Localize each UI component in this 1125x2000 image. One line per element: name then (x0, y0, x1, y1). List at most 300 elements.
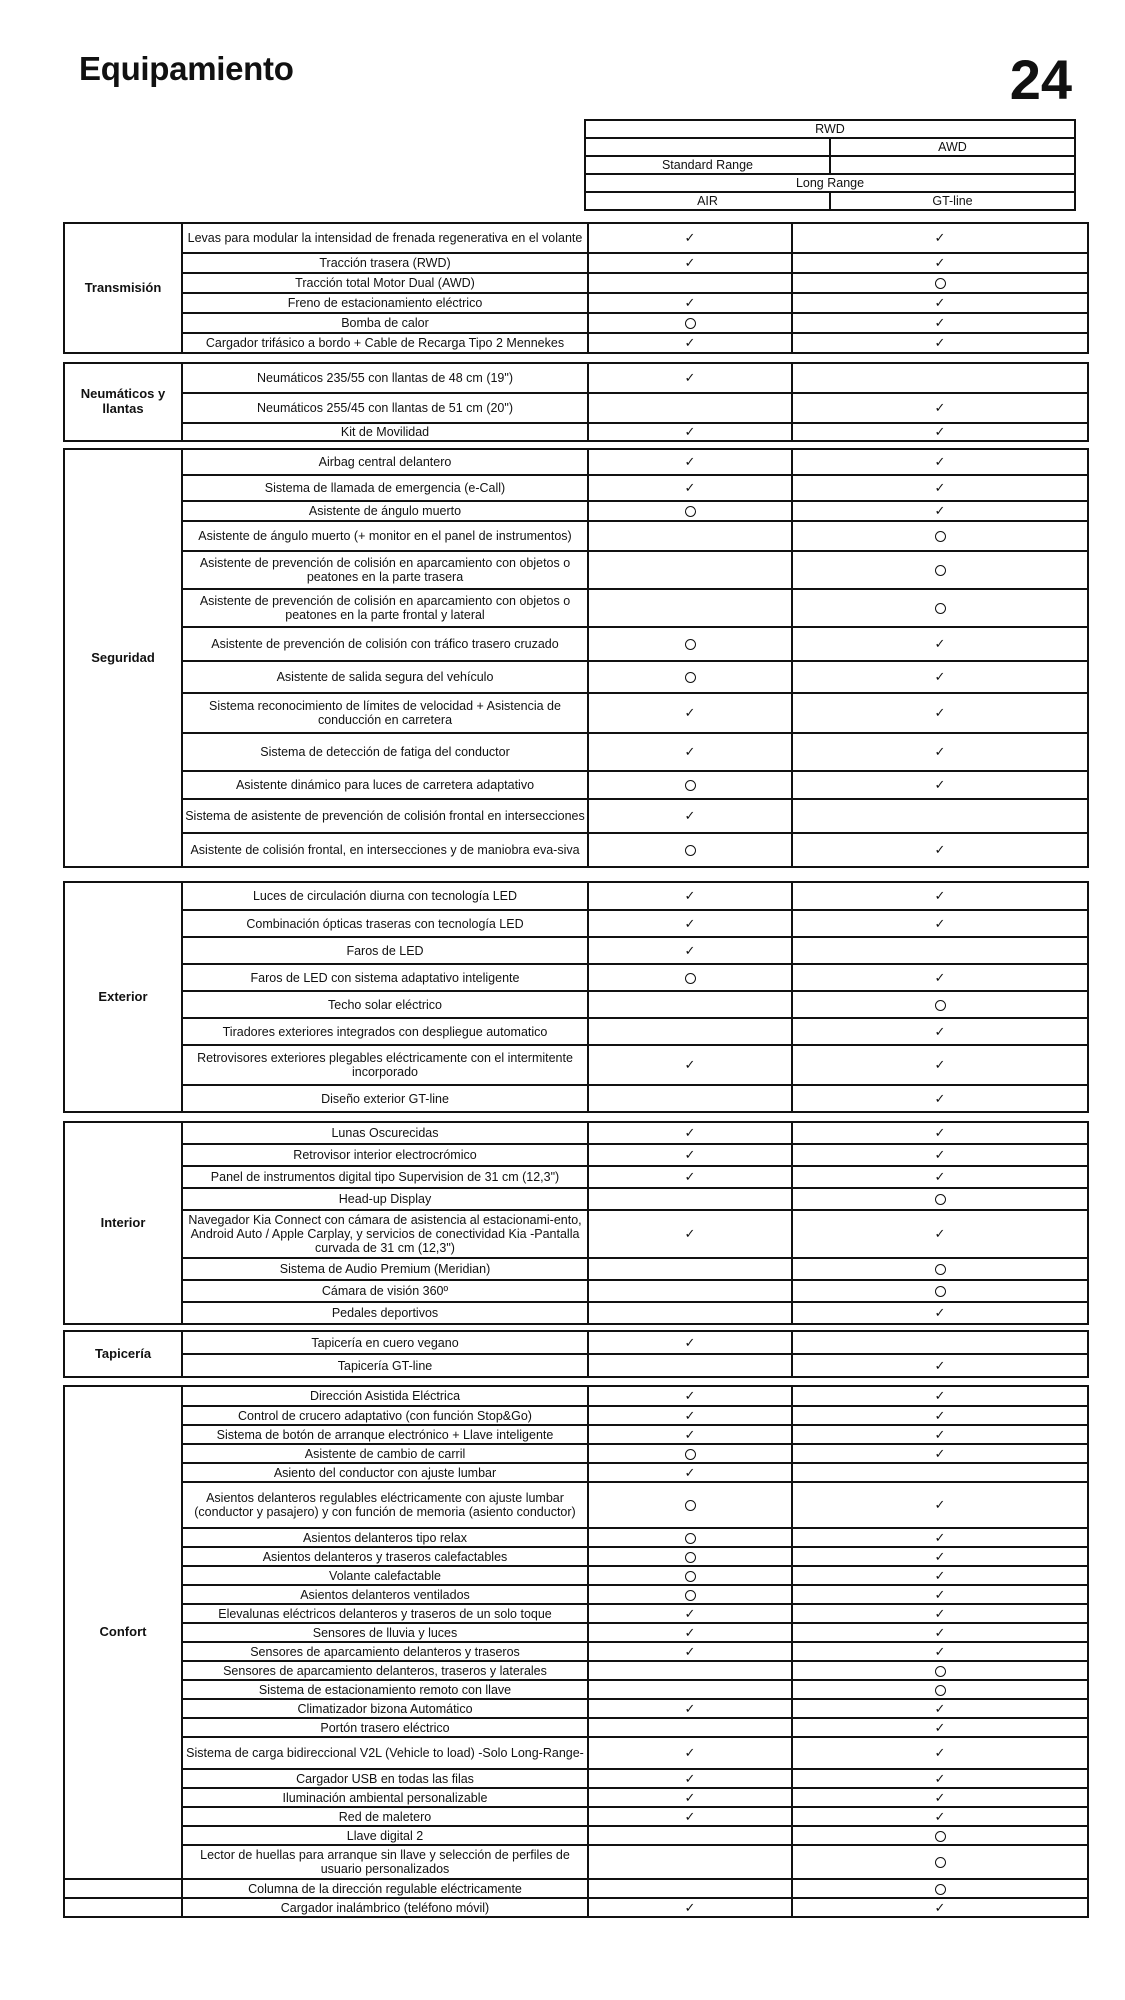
gt-line-cell (792, 1045, 1088, 1085)
feature-label: Sistema de detección de fatiga del conductor (182, 733, 588, 771)
table-row (64, 423, 1088, 441)
table-row (64, 1642, 1088, 1661)
air-cell (588, 253, 792, 273)
check-icon: ✓ (934, 916, 946, 932)
check-icon: ✓ (684, 916, 696, 932)
check-icon: ✓ (684, 425, 696, 440)
table-row (64, 1566, 1088, 1585)
check-icon: ✓ (934, 706, 946, 721)
optional-circle-icon (685, 780, 696, 791)
air-cell (588, 1406, 792, 1425)
air-cell (588, 1788, 792, 1807)
gt-line-cell (792, 1166, 1088, 1188)
feature-label: Asiento del conductor con ajuste lumbar (182, 1463, 588, 1482)
air-cell (588, 333, 792, 353)
air-cell (588, 1845, 792, 1879)
optional-circle-icon (935, 1884, 946, 1895)
gt-line-cell (792, 1444, 1088, 1463)
check-icon: ✓ (934, 889, 946, 904)
check-icon: ✓ (934, 1446, 946, 1462)
optional-circle-icon (935, 1194, 946, 1205)
feature-label: Columna de la dirección regulable eléctricamente (182, 1879, 588, 1898)
gt-line-cell (792, 423, 1088, 441)
air-cell (588, 1354, 792, 1377)
gt-line-cell (792, 991, 1088, 1018)
check-icon: ✓ (934, 1358, 946, 1374)
table-row (64, 551, 1088, 589)
section-table (63, 448, 1089, 868)
feature-label: Airbag central delantero (182, 449, 588, 475)
air-cell (588, 423, 792, 441)
table-row (64, 1482, 1088, 1528)
optional-circle-icon (935, 1286, 946, 1297)
table-row (64, 1623, 1088, 1642)
air-cell (588, 1680, 792, 1699)
feature-label: Neumáticos 255/45 con llantas de 51 cm (20") (182, 393, 588, 423)
check-icon: ✓ (684, 481, 696, 496)
feature-label: Climatizador bizona Automático (182, 1699, 588, 1718)
air-cell (588, 475, 792, 501)
table-row (64, 1406, 1088, 1425)
feature-label: Asistente de ángulo muerto (+ monitor en el panel de instrumentos) (182, 521, 588, 551)
air-cell (588, 589, 792, 627)
check-icon: ✓ (934, 1126, 946, 1141)
air-cell (588, 1258, 792, 1280)
feature-label: Sensores de aparcamiento delanteros, traseros y laterales (182, 1661, 588, 1680)
check-icon: ✓ (934, 1790, 946, 1806)
feature-label: Llave digital 2 (182, 1826, 588, 1845)
air-cell (588, 1718, 792, 1737)
page-number: 24 (1009, 48, 1072, 111)
feature-label: Bomba de calor (182, 313, 588, 333)
gt-line-cell (792, 1898, 1088, 1917)
gt-line-cell (792, 449, 1088, 475)
gt-line-cell (792, 1144, 1088, 1166)
gt-line-cell (792, 1188, 1088, 1210)
air-cell (588, 1045, 792, 1085)
check-icon: ✓ (684, 1701, 696, 1717)
table-row (64, 1166, 1088, 1188)
feature-label: Asientos delanteros ventilados (182, 1585, 588, 1604)
section-table (63, 1330, 1089, 1378)
air-cell (588, 1085, 792, 1112)
check-icon: ✓ (684, 1126, 696, 1141)
header-blank (830, 156, 1075, 174)
category-label: Seguridad (64, 449, 182, 867)
header-gt-line: GT-line (830, 192, 1075, 210)
optional-circle-icon (685, 672, 696, 683)
check-icon: ✓ (934, 1170, 946, 1185)
check-icon: ✓ (684, 809, 696, 824)
optional-circle-icon (685, 318, 696, 329)
feature-label: Kit de Movilidad (182, 423, 588, 441)
table-row (64, 475, 1088, 501)
gt-line-cell (792, 799, 1088, 833)
check-icon: ✓ (934, 1606, 946, 1622)
check-icon: ✓ (684, 1427, 696, 1443)
feature-label: Levas para modular la intensidad de frenada regenerativa en el volante (182, 223, 588, 253)
gt-line-cell (792, 1528, 1088, 1547)
feature-label: Iluminación ambiental personalizable (182, 1788, 588, 1807)
optional-circle-icon (935, 1000, 946, 1011)
feature-label: Tracción total Motor Dual (AWD) (182, 273, 588, 293)
feature-label: Freno de estacionamiento eléctrico (182, 293, 588, 313)
air-cell (588, 1280, 792, 1302)
table-row (64, 521, 1088, 551)
table-row (64, 333, 1088, 353)
air-cell (588, 771, 792, 799)
air-cell (588, 1331, 792, 1354)
table-row (64, 1331, 1088, 1354)
feature-label: Asientos delanteros regulables eléctricamente con ajuste lumbar (conductor y pasajero) y con función de memoria (asiento conductor) (182, 1482, 588, 1528)
optional-circle-icon (685, 1552, 696, 1563)
optional-circle-icon (685, 1449, 696, 1460)
check-icon: ✓ (934, 745, 946, 760)
feature-label: Luces de circulación diurna con tecnología LED (182, 882, 588, 910)
check-icon: ✓ (684, 1606, 696, 1622)
gt-line-cell (792, 1425, 1088, 1444)
table-row (64, 627, 1088, 661)
table-row (64, 1144, 1088, 1166)
table-row (64, 1680, 1088, 1699)
check-icon: ✓ (684, 1335, 696, 1351)
optional-circle-icon (935, 603, 946, 614)
category-label: Transmisión (64, 223, 182, 353)
table-row (64, 1845, 1088, 1879)
category-label: Tapicería (64, 1331, 182, 1377)
check-icon: ✓ (934, 1389, 946, 1404)
table-row (64, 1085, 1088, 1112)
check-icon: ✓ (934, 1746, 946, 1761)
check-icon: ✓ (684, 256, 696, 271)
check-icon: ✓ (934, 1644, 946, 1660)
gt-line-cell (792, 1018, 1088, 1045)
check-icon: ✓ (684, 455, 696, 470)
table-row (64, 1898, 1088, 1917)
table-row (64, 733, 1088, 771)
air-cell (588, 223, 792, 253)
air-cell (588, 501, 792, 521)
feature-label: Sistema de botón de arranque electrónico + Llave inteligente (182, 1425, 588, 1444)
feature-label: Faros de LED con sistema adaptativo inteligente (182, 964, 588, 991)
gt-line-cell (792, 1280, 1088, 1302)
table-row (64, 1386, 1088, 1406)
check-icon: ✓ (934, 1227, 946, 1242)
table-row (64, 1788, 1088, 1807)
table-row (64, 1045, 1088, 1085)
table-row (64, 1354, 1088, 1377)
category-label: Neumáticos y llantas (64, 363, 182, 441)
check-icon: ✓ (934, 1091, 946, 1107)
feature-label: Retrovisor interior electrocrómico (182, 1144, 588, 1166)
gt-line-cell (792, 1085, 1088, 1112)
table-row (64, 882, 1088, 910)
gt-line-cell (792, 393, 1088, 423)
air-cell (588, 1642, 792, 1661)
check-icon: ✓ (934, 1587, 946, 1603)
table-row (64, 771, 1088, 799)
check-icon: ✓ (934, 256, 946, 271)
feature-label: Control de crucero adaptativo (con función Stop&Go) (182, 1406, 588, 1425)
check-icon: ✓ (684, 706, 696, 721)
check-icon: ✓ (934, 336, 946, 351)
check-icon: ✓ (934, 1530, 946, 1546)
table-row (64, 223, 1088, 253)
table-row (64, 501, 1088, 521)
table-row (64, 1188, 1088, 1210)
feature-label: Asientos delanteros tipo relax (182, 1528, 588, 1547)
table-row (64, 799, 1088, 833)
air-cell (588, 964, 792, 991)
check-icon: ✓ (684, 745, 696, 760)
optional-circle-icon (685, 1590, 696, 1601)
page-title: Equipamiento (79, 50, 294, 87)
gt-line-cell (792, 1661, 1088, 1680)
check-icon: ✓ (684, 1900, 696, 1916)
check-icon: ✓ (684, 1465, 696, 1481)
check-icon: ✓ (934, 455, 946, 470)
header-rwd: RWD (585, 120, 1075, 138)
table-row (64, 1585, 1088, 1604)
section-table (63, 881, 1089, 1113)
gt-line-cell (792, 1737, 1088, 1769)
table-row (64, 833, 1088, 867)
header-air: AIR (585, 192, 830, 210)
feature-label: Asistente de prevención de colisión en aparcamiento con objetos o peatones en la parte frontal y lateral (182, 589, 588, 627)
optional-circle-icon (685, 1571, 696, 1582)
check-icon: ✓ (934, 296, 946, 311)
air-cell (588, 833, 792, 867)
air-cell (588, 1386, 792, 1406)
check-icon: ✓ (934, 970, 946, 986)
version-header (584, 119, 1076, 211)
table-row (64, 1718, 1088, 1737)
air-cell (588, 1302, 792, 1324)
check-icon: ✓ (934, 425, 946, 440)
optional-circle-icon (935, 1685, 946, 1696)
section-table (63, 1121, 1089, 1325)
optional-circle-icon (935, 1666, 946, 1677)
table-row (64, 1604, 1088, 1623)
gt-line-cell (792, 333, 1088, 353)
table-row (64, 661, 1088, 693)
check-icon: ✓ (934, 1024, 946, 1040)
optional-circle-icon (685, 506, 696, 517)
check-icon: ✓ (684, 1058, 696, 1073)
check-icon: ✓ (684, 1625, 696, 1641)
feature-label: Tracción trasera (RWD) (182, 253, 588, 273)
optional-circle-icon (685, 1500, 696, 1511)
feature-label: Sistema de Audio Premium (Meridian) (182, 1258, 588, 1280)
air-cell (588, 733, 792, 771)
gt-line-cell (792, 313, 1088, 333)
feature-label: Asistente de cambio de carril (182, 1444, 588, 1463)
table-row (64, 1547, 1088, 1566)
check-icon: ✓ (934, 1306, 946, 1321)
air-cell (588, 293, 792, 313)
gt-line-cell (792, 1210, 1088, 1258)
air-cell (588, 1122, 792, 1144)
check-icon: ✓ (934, 1809, 946, 1825)
air-cell (588, 1585, 792, 1604)
air-cell (588, 313, 792, 333)
check-icon: ✓ (684, 336, 696, 351)
air-cell (588, 1566, 792, 1585)
gt-line-cell (792, 1718, 1088, 1737)
table-row (64, 1737, 1088, 1769)
gt-line-cell (792, 1699, 1088, 1718)
table-row (64, 273, 1088, 293)
gt-line-cell (792, 1845, 1088, 1879)
feature-label: Lunas Oscurecidas (182, 1122, 588, 1144)
table-row (64, 693, 1088, 733)
gt-line-cell (792, 882, 1088, 910)
gt-line-cell (792, 1463, 1088, 1482)
check-icon: ✓ (934, 1568, 946, 1584)
gt-line-cell (792, 273, 1088, 293)
gt-line-cell (792, 501, 1088, 521)
feature-label: Pedales deportivos (182, 1302, 588, 1324)
air-cell (588, 1699, 792, 1718)
check-icon: ✓ (934, 670, 946, 685)
gt-line-cell (792, 1302, 1088, 1324)
air-cell (588, 937, 792, 964)
gt-line-cell (792, 1547, 1088, 1566)
feature-label: Sistema de carga bidireccional V2L (Vehicle to load) -Solo Long-Range- (182, 1737, 588, 1769)
category-label: Confort (64, 1386, 182, 1879)
air-cell (588, 551, 792, 589)
air-cell (588, 1737, 792, 1769)
table-row (64, 253, 1088, 273)
gt-line-cell (792, 1642, 1088, 1661)
check-icon: ✓ (934, 1549, 946, 1565)
table-row (64, 293, 1088, 313)
category-empty-cell (64, 1879, 182, 1898)
check-icon: ✓ (934, 1058, 946, 1073)
air-cell (588, 1188, 792, 1210)
table-row (64, 1769, 1088, 1788)
gt-line-cell (792, 1879, 1088, 1898)
check-icon: ✓ (934, 316, 946, 331)
feature-label: Asistente de prevención de colisión en aparcamiento con objetos o peatones en la parte trasera (182, 551, 588, 589)
check-icon: ✓ (934, 231, 946, 246)
feature-label: Lector de huellas para arranque sin llave y selección de perfiles de usuario personalizados (182, 1845, 588, 1879)
air-cell (588, 1547, 792, 1566)
air-cell (588, 1463, 792, 1482)
table-row (64, 964, 1088, 991)
feature-label: Navegador Kia Connect con cámara de asistencia al estacionami-ento, Android Auto / Apple Carplay, y servicios de conectividad Kia -Pantalla curvada de 31 cm (12,3") (182, 1210, 588, 1258)
check-icon: ✓ (934, 1720, 946, 1736)
check-icon: ✓ (934, 1900, 946, 1916)
feature-label: Combinación ópticas traseras con tecnología LED (182, 910, 588, 937)
check-icon: ✓ (934, 1771, 946, 1787)
category-label: Interior (64, 1122, 182, 1324)
gt-line-cell (792, 1826, 1088, 1845)
gt-line-cell (792, 1769, 1088, 1788)
air-cell (588, 693, 792, 733)
check-icon: ✓ (684, 1170, 696, 1185)
air-cell (588, 910, 792, 937)
check-icon: ✓ (934, 1625, 946, 1641)
feature-label: Portón trasero eléctrico (182, 1718, 588, 1737)
air-cell (588, 799, 792, 833)
table-row (64, 363, 1088, 393)
gt-line-cell (792, 1258, 1088, 1280)
gt-line-cell (792, 1807, 1088, 1826)
feature-label: Cámara de visión 360º (182, 1280, 588, 1302)
check-icon: ✓ (684, 1408, 696, 1424)
check-icon: ✓ (934, 637, 946, 652)
air-cell (588, 1769, 792, 1788)
check-icon: ✓ (934, 1427, 946, 1443)
air-cell (588, 1807, 792, 1826)
feature-label: Tapicería en cuero vegano (182, 1331, 588, 1354)
gt-line-cell (792, 733, 1088, 771)
gt-line-cell (792, 363, 1088, 393)
feature-label: Head-up Display (182, 1188, 588, 1210)
feature-label: Sistema de asistente de prevención de colisión frontal en intersecciones (182, 799, 588, 833)
feature-label: Cargador USB en todas las filas (182, 1769, 588, 1788)
gt-line-cell (792, 693, 1088, 733)
gt-line-cell (792, 1482, 1088, 1528)
check-icon: ✓ (934, 843, 946, 858)
gt-line-cell (792, 521, 1088, 551)
optional-circle-icon (935, 278, 946, 289)
feature-label: Retrovisores exteriores plegables eléctricamente con el intermitente incorporado (182, 1045, 588, 1085)
check-icon: ✓ (684, 1771, 696, 1787)
check-icon: ✓ (684, 371, 696, 386)
table-row (64, 1258, 1088, 1280)
optional-circle-icon (935, 531, 946, 542)
air-cell (588, 449, 792, 475)
air-cell (588, 991, 792, 1018)
feature-label: Asientos delanteros y traseros calefactables (182, 1547, 588, 1566)
header-long-range: Long Range (585, 174, 1075, 192)
gt-line-cell (792, 475, 1088, 501)
feature-label: Dirección Asistida Eléctrica (182, 1386, 588, 1406)
check-icon: ✓ (684, 889, 696, 904)
table-row (64, 1444, 1088, 1463)
optional-circle-icon (935, 1857, 946, 1868)
gt-line-cell (792, 253, 1088, 273)
gt-line-cell (792, 1585, 1088, 1604)
table-row (64, 449, 1088, 475)
air-cell (588, 1826, 792, 1845)
optional-circle-icon (935, 565, 946, 576)
air-cell (588, 1444, 792, 1463)
header-blank (585, 138, 830, 156)
feature-label: Asistente de prevención de colisión con tráfico trasero cruzado (182, 627, 588, 661)
optional-circle-icon (685, 639, 696, 650)
optional-circle-icon (685, 845, 696, 856)
table-row (64, 910, 1088, 937)
gt-line-cell (792, 1386, 1088, 1406)
feature-label: Cargador trifásico a bordo + Cable de Recarga Tipo 2 Mennekes (182, 333, 588, 353)
feature-label: Elevalunas eléctricos delanteros y traseros de un solo toque (182, 1604, 588, 1623)
check-icon: ✓ (934, 401, 946, 416)
table-row (64, 1210, 1088, 1258)
section-table (63, 1385, 1089, 1918)
air-cell (588, 1604, 792, 1623)
feature-label: Tapicería GT-line (182, 1354, 588, 1377)
air-cell (588, 1898, 792, 1917)
gt-line-cell (792, 293, 1088, 313)
table-row (64, 1280, 1088, 1302)
feature-label: Sistema de llamada de emergencia (e-Call) (182, 475, 588, 501)
table-row (64, 1807, 1088, 1826)
gt-line-cell (792, 223, 1088, 253)
check-icon: ✓ (934, 1408, 946, 1424)
